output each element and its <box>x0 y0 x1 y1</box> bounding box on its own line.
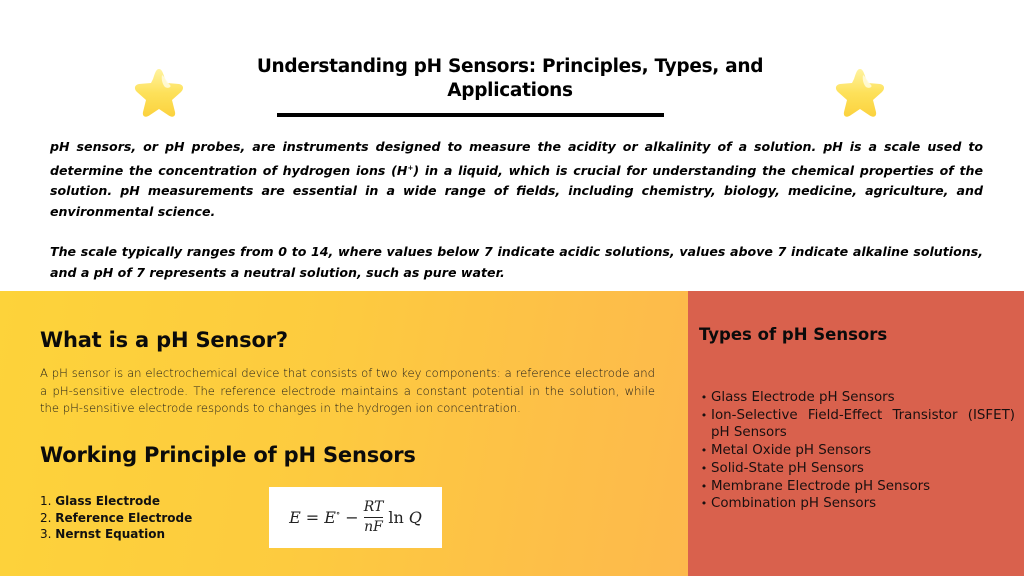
intro-text-part: pH sensors, or pH probes, are instruments designed to measure the acidity or alkalinity of a solution. pH is a scale used to determine the concentration of hydrogen ions (H <box>50 139 983 178</box>
page-title: Understanding pH Sensors: Principles, Types, and Applications <box>256 56 764 101</box>
superscript-plus: + <box>407 163 414 172</box>
list-item <box>40 526 192 543</box>
step-number: 3. <box>40 527 52 541</box>
bullet-icon: • <box>700 408 708 422</box>
bullet-icon: • <box>700 479 708 493</box>
what-is-heading: What is a pH Sensor? <box>40 328 288 352</box>
star-icon <box>132 65 186 119</box>
list-item <box>40 493 192 510</box>
types-list <box>697 389 1015 513</box>
working-principle-heading: Working Principle of pH Sensors <box>40 443 416 467</box>
eq-ln: ln <box>388 508 404 527</box>
type-label: Combination pH Sensors <box>711 496 877 512</box>
list-item <box>697 478 1015 496</box>
intro-text-part: ) in a liquid, which is crucial for understanding the chemical properties of the solution. pH measurements are essential in a wide range of fields, including chemistry, biology, medicine, agriculture, and environmental science. <box>50 162 983 219</box>
type-label: Membrane Electrode pH Sensors <box>711 478 931 494</box>
nernst-equation <box>289 499 422 536</box>
eq-lhs: E <box>289 508 301 527</box>
what-is-body: A pH sensor is an electrochemical device that consists of two key components: a reference electrode and a pH-sensitive electrode. The reference electrode maintains a constant potential in the solution, while the pH-sensitive electrode responds to changes in the hydrogen ion concentration. <box>40 366 655 415</box>
list-item <box>697 460 1015 478</box>
eq-minus: − <box>345 508 359 527</box>
fraction-bar <box>364 517 384 518</box>
list-item <box>697 407 1015 442</box>
eq-e0 <box>324 508 340 527</box>
bullet-icon: • <box>700 391 708 404</box>
bullet-icon: • <box>700 444 708 458</box>
eq-e0-sup: ∘ <box>335 509 341 519</box>
step-label: Reference Electrode <box>55 510 193 525</box>
bullet-icon: • <box>700 461 708 475</box>
step-number: 2. <box>40 510 52 525</box>
type-label: Ion-Selective Field-Effect Transistor (ISFET) pH Sensors <box>711 407 1015 441</box>
step-number: 1. <box>40 494 52 508</box>
star-icon <box>833 65 887 119</box>
list-item <box>697 442 1015 460</box>
list-item <box>40 510 192 527</box>
nernst-equation-image <box>269 487 442 548</box>
title-underline <box>277 113 664 117</box>
eq-q: Q <box>408 508 422 527</box>
list-item <box>697 495 1015 513</box>
eq-numerator: RT <box>363 499 384 515</box>
eq-fraction <box>364 499 384 536</box>
intro-paragraph-2: The scale typically ranges from 0 to 14, where values below 7 indicate acidic solutions, values above 7 indicate alkaline solutions, and a pH of 7 represents a neutral solution, such as pure water. <box>50 244 983 280</box>
types-heading: Types of pH Sensors <box>699 325 888 344</box>
type-label: Glass Electrode pH Sensors <box>711 390 895 405</box>
bullet-icon: • <box>700 497 708 511</box>
working-steps-list <box>40 493 192 543</box>
list-item <box>697 389 1015 407</box>
type-label: Solid-State pH Sensors <box>711 460 864 476</box>
step-label: Glass Electrode <box>55 494 160 508</box>
step-label: Nernst Equation <box>55 527 166 541</box>
eq-equals: = <box>305 508 320 527</box>
type-label: Metal Oxide pH Sensors <box>711 443 872 459</box>
intro-text <box>50 137 983 303</box>
intro-paragraph-1 <box>50 137 983 222</box>
eq-e0-base: E <box>324 508 336 527</box>
eq-denominator: nF <box>364 519 383 535</box>
